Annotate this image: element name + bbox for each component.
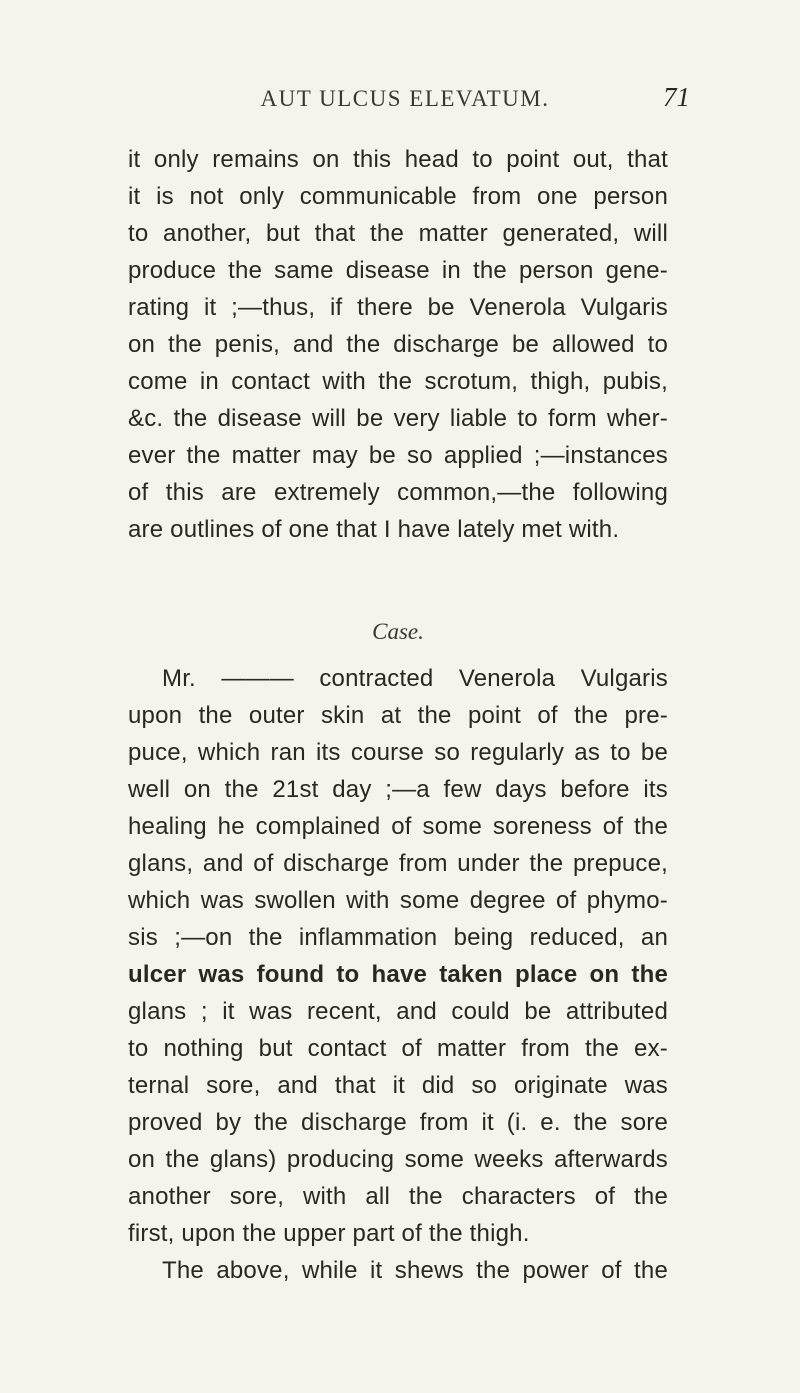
text-line: &c. the disease will be very liable to form wher- (128, 405, 668, 432)
case-heading: Case. (372, 619, 424, 644)
text-line: to another, but that the matter generated, will (128, 220, 668, 247)
running-head: AUT ULCUS ELEVATUM. (260, 86, 550, 111)
text-line: to nothing but contact of matter from the ex- (128, 1035, 668, 1062)
text-line: glans, and of discharge from under the prepuce, (128, 850, 668, 877)
text-line: which was swollen with some degree of phymo- (128, 887, 668, 914)
text-line: on the penis, and the discharge be allowed to (128, 331, 668, 358)
page-number: 71 (663, 82, 690, 112)
text-line: glans ; it was recent, and could be attributed (128, 998, 668, 1025)
text-line: another sore, with all the characters of the (128, 1183, 668, 1210)
text-line: it is not only communicable from one person (128, 183, 668, 210)
text-line: well on the 21st day ;—a few days before its (128, 776, 668, 803)
text-line: The above, while it shews the power of the (162, 1257, 668, 1284)
text-line: produce the same disease in the person gene- (128, 257, 668, 284)
text-line: healing he complained of some soreness of the (128, 813, 668, 840)
text-line: of this are extremely common,—the following (128, 479, 668, 506)
text-line: it only remains on this head to point out, that (128, 146, 668, 173)
text-line: on the glans) producing some weeks afterwards (128, 1146, 668, 1173)
text-line: are outlines of one that I have lately met with. (128, 516, 620, 543)
text-line: puce, which ran its course so regularly as to be (128, 739, 668, 766)
text-line: ulcer was found to have taken place on the (128, 961, 668, 988)
text-line: sis ;—on the inflammation being reduced, an (128, 924, 668, 951)
text-line: ever the matter may be so applied ;—instances (128, 442, 668, 469)
text-line: Mr. ——— contracted Venerola Vulgaris (162, 665, 668, 692)
text-line: come in contact with the scrotum, thigh, pubis, (128, 368, 668, 395)
text-line: upon the outer skin at the point of the pre- (128, 702, 668, 729)
text-line: proved by the discharge from it (i. e. the sore (128, 1109, 668, 1136)
text-line: ternal sore, and that it did so originate was (128, 1072, 668, 1099)
text-line: first, upon the upper part of the thigh. (128, 1220, 530, 1247)
text-line: rating it ;—thus, if there be Venerola Vulgaris (128, 294, 668, 321)
